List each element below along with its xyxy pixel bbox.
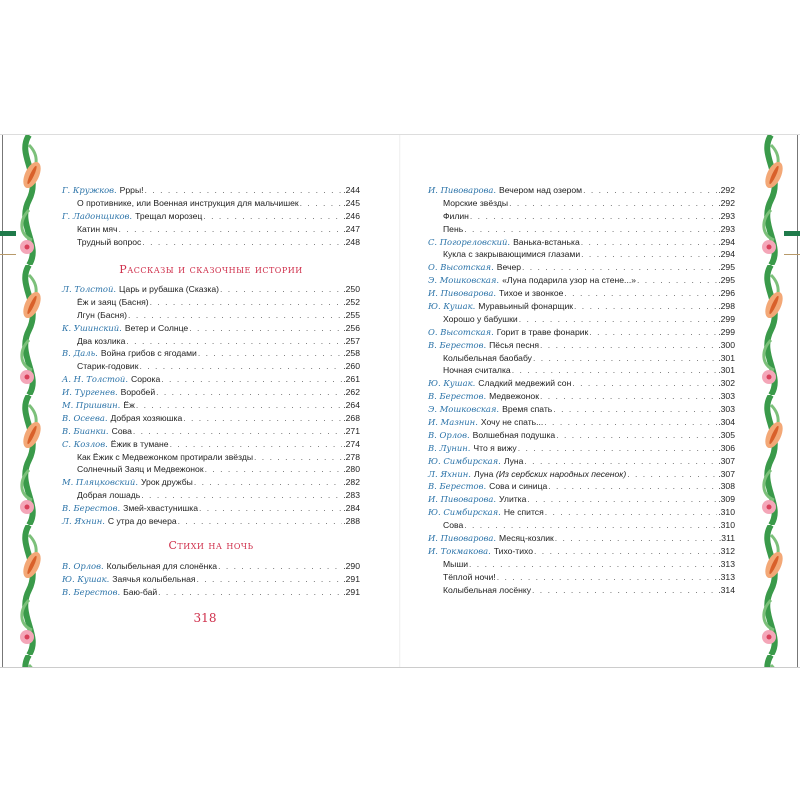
toc-author: Ю. Кушак. — [428, 378, 476, 389]
toc-author: Ю. Кушак. — [428, 301, 476, 312]
toc-page: .300 — [718, 339, 735, 350]
dot-leader — [581, 236, 718, 249]
toc-entry — [62, 399, 360, 412]
toc-entry — [428, 403, 735, 416]
toc-page: .303 — [718, 404, 735, 415]
dot-leader — [158, 586, 342, 599]
toc-title: Хочу не спать... — [480, 417, 544, 428]
toc-entry — [428, 261, 735, 274]
toc-author: В. Лунин. — [428, 442, 471, 453]
toc-page: .280 — [343, 464, 360, 475]
toc-title: Ёжик в тумане — [110, 438, 169, 449]
toc-entry — [428, 480, 735, 493]
toc-entry — [428, 184, 735, 197]
toc-author: К. Ушинский. — [62, 322, 122, 333]
dot-leader — [497, 571, 718, 584]
toc-title: Вечером над озером — [499, 185, 583, 195]
toc-title: Катин мяч — [77, 223, 118, 234]
toc-title: Урок дружбы — [140, 477, 193, 488]
toc-author: В. Берестов. — [428, 339, 487, 350]
toc-author: В. Берестов. — [62, 503, 121, 514]
dot-leader — [556, 429, 717, 442]
toc-title: Тихое и звонкое — [499, 288, 564, 299]
dot-leader — [527, 493, 717, 506]
toc-title: Трудный вопрос — [77, 236, 142, 247]
book-spread — [0, 134, 800, 668]
toc-page: .292 — [718, 185, 735, 195]
section-heading-poems: Стихи на ночь — [168, 539, 254, 552]
toc-page: .301 — [718, 365, 735, 376]
toc-entry — [62, 502, 360, 515]
toc-title: Тёплой ночи! — [443, 571, 496, 582]
toc-entry — [428, 248, 735, 261]
dot-leader — [199, 502, 342, 515]
dot-leader — [583, 184, 717, 197]
toc-author: Ю. Симбирская. — [428, 507, 501, 518]
toc-title: Война грибов с ягодами — [100, 348, 197, 359]
toc-page: .303 — [718, 391, 735, 402]
toc-page: .261 — [343, 374, 360, 385]
toc-page: .257 — [343, 335, 360, 346]
toc-entry — [62, 438, 360, 451]
toc-page: .268 — [343, 412, 360, 423]
toc-entry — [428, 571, 735, 584]
toc-title: Царь и рубашка (Сказка) — [119, 284, 219, 294]
dot-leader — [545, 506, 718, 519]
toc-entry — [428, 339, 735, 352]
toc-page: .283 — [343, 490, 360, 501]
toc-title: Старик-годовик — [77, 361, 139, 372]
toc-page: .252 — [343, 296, 360, 307]
toc-title: Заячья колыбельная — [112, 573, 196, 584]
toc-author: В. Берестов. — [428, 391, 487, 402]
toc-entry — [62, 184, 360, 197]
toc-title: Колыбельная для слонёнка — [106, 561, 218, 571]
toc-page: .256 — [343, 322, 360, 333]
dot-leader — [170, 438, 343, 451]
toc-entry — [62, 309, 360, 322]
toc-entry — [62, 425, 360, 438]
dot-leader — [189, 322, 342, 335]
toc-title: Луна (Из сербских народных песенок) — [473, 468, 627, 479]
toc-entry — [428, 506, 735, 519]
dot-leader — [572, 377, 717, 390]
page-edge — [797, 135, 798, 667]
toc-page: .291 — [343, 586, 360, 597]
toc-title: Змей-хвастунишка — [123, 503, 199, 514]
left-toc-poems — [62, 560, 360, 599]
toc-title: О противнике, или Военная инструкция для мальчишек — [77, 197, 299, 208]
dot-leader — [509, 197, 717, 210]
right-toc — [428, 184, 735, 597]
toc-entry — [428, 326, 735, 339]
dot-leader — [555, 532, 718, 545]
dot-leader — [218, 560, 342, 573]
toc-title: Как Ёжик с Медвежонком протирали звёзды — [77, 451, 254, 462]
toc-entry — [428, 468, 735, 481]
toc-author: О. Высотская. — [428, 262, 494, 273]
dot-leader — [534, 545, 717, 558]
toc-title: Ёж — [123, 400, 135, 411]
toc-title: Время спать — [502, 404, 553, 415]
dot-leader — [126, 335, 342, 348]
toc-entry — [428, 584, 735, 597]
toc-title: Волшебная подушка — [472, 429, 556, 440]
toc-entry — [428, 300, 735, 313]
toc-title: Добрая лошадь — [77, 490, 141, 501]
dot-leader — [533, 352, 717, 365]
dot-leader — [464, 519, 717, 532]
toc-page: .250 — [343, 284, 360, 294]
toc-title: Сова и синица — [489, 481, 548, 492]
toc-page: .294 — [718, 249, 735, 260]
section-heading-stories: Рассказы и сказочные истории — [119, 263, 303, 276]
toc-title: Пёсья песня — [489, 339, 540, 350]
dot-leader — [564, 287, 717, 300]
dot-leader — [254, 451, 342, 464]
toc-author: Г. Кружков. — [62, 185, 117, 195]
toc-entry — [428, 313, 735, 326]
toc-page: .264 — [343, 400, 360, 411]
toc-page: .248 — [343, 236, 360, 247]
dot-leader — [205, 463, 343, 476]
toc-entry — [428, 545, 735, 558]
toc-entry — [62, 515, 360, 528]
toc-entry — [428, 287, 735, 300]
toc-author: Ю. Симбирская. — [428, 455, 501, 466]
toc-page: .302 — [718, 378, 735, 389]
toc-page: .290 — [343, 561, 360, 571]
toc-entry — [428, 377, 735, 390]
dot-leader — [518, 442, 718, 455]
toc-title: Муравьиный фонарщик — [478, 301, 574, 312]
toc-title: Мыши — [443, 558, 469, 569]
toc-title: Улитка — [499, 494, 527, 505]
page-number: 318 — [193, 611, 217, 625]
toc-author: В. Орлов. — [62, 561, 104, 571]
toc-title: Медвежонок — [489, 391, 539, 402]
toc-title: Ррры! — [119, 185, 144, 195]
toc-page: .245 — [343, 197, 360, 208]
toc-title: Не спится — [503, 507, 544, 518]
toc-entry — [428, 429, 735, 442]
toc-author: И. Пивоварова. — [428, 533, 497, 544]
toc-author: В. Даль. — [62, 348, 98, 359]
dot-leader — [581, 248, 717, 261]
floral-border-right — [756, 135, 786, 667]
toc-title: Месяц-козлик — [499, 533, 554, 544]
dot-leader — [178, 515, 343, 528]
toc-entry — [428, 236, 735, 249]
toc-author: И. Пивоварова. — [428, 288, 497, 299]
dot-leader — [145, 184, 343, 197]
toc-page: .305 — [718, 429, 735, 440]
dot-leader — [512, 364, 718, 377]
toc-entry — [428, 274, 735, 287]
toc-page: .278 — [343, 451, 360, 462]
toc-page: .299 — [718, 326, 735, 337]
toc-page: .247 — [343, 223, 360, 234]
toc-entry — [428, 532, 735, 545]
dot-leader — [637, 274, 717, 287]
dot-leader — [553, 403, 717, 416]
toc-title: Филин — [443, 210, 469, 221]
toc-page: .288 — [343, 516, 360, 527]
left-toc-stories — [62, 283, 360, 528]
dot-leader — [197, 573, 343, 586]
dot-leader — [141, 489, 342, 502]
toc-author: Э. Мошковская. — [428, 404, 500, 415]
toc-entry — [62, 386, 360, 399]
toc-entry — [62, 476, 360, 489]
toc-title: Ночная считалка — [443, 365, 511, 376]
dot-leader — [589, 326, 717, 339]
toc-entry — [62, 489, 360, 502]
toc-page: .260 — [343, 361, 360, 372]
toc-entry — [428, 558, 735, 571]
toc-author: М. Пришвин. — [62, 400, 121, 411]
toc-entry — [62, 236, 360, 249]
dot-leader — [133, 425, 342, 438]
toc-entry — [428, 197, 735, 210]
dot-leader — [194, 476, 342, 489]
toc-page: .244 — [343, 185, 360, 195]
toc-author: М. Пляцковский. — [62, 477, 138, 488]
toc-author: В. Берестов. — [428, 481, 487, 492]
dot-leader — [532, 584, 717, 597]
page-edge — [2, 135, 3, 667]
toc-title: Кукла с закрывающимися глазами — [443, 249, 581, 260]
toc-page: .307 — [718, 455, 735, 466]
toc-page: .309 — [718, 494, 735, 505]
toc-entry — [62, 412, 360, 425]
toc-title: Пень — [443, 223, 464, 234]
toc-page: .293 — [718, 223, 735, 234]
toc-entry — [428, 455, 735, 468]
dot-leader — [470, 210, 717, 223]
dot-leader — [203, 210, 342, 223]
toc-author: С. Козлов. — [62, 438, 108, 449]
toc-author: С. Погореловский. — [428, 236, 511, 247]
toc-title: Ёж и заяц (Басня) — [77, 296, 149, 307]
toc-title: Два козлика — [77, 335, 126, 346]
toc-page: .258 — [343, 348, 360, 359]
toc-page: .310 — [718, 507, 735, 518]
toc-author: И. Тургенев. — [62, 387, 118, 398]
dot-leader — [519, 313, 718, 326]
toc-title: Солнечный Заяц и Медвежонок — [77, 464, 204, 475]
dot-leader — [156, 386, 342, 399]
toc-page: .298 — [718, 301, 735, 312]
dot-leader — [469, 558, 717, 571]
dot-leader — [128, 309, 342, 322]
toc-title: Тихо-тихо — [493, 545, 534, 556]
dot-leader — [540, 390, 717, 403]
toc-entry — [62, 283, 360, 296]
toc-entry — [428, 390, 735, 403]
toc-page: .301 — [718, 352, 735, 363]
dot-leader — [198, 347, 342, 360]
toc-author: И. Пивоварова. — [428, 494, 497, 505]
toc-page: .308 — [718, 481, 735, 492]
toc-author: И. Мазнин. — [428, 417, 478, 428]
toc-page: .291 — [343, 573, 360, 584]
toc-author: И. Токмакова. — [428, 545, 491, 556]
toc-page: .314 — [718, 584, 735, 595]
toc-entry — [428, 210, 735, 223]
toc-page: .310 — [718, 520, 735, 531]
toc-title: Морские звёзды — [443, 197, 509, 208]
dot-leader — [142, 236, 342, 249]
toc-author: В. Орлов. — [428, 429, 470, 440]
dot-leader — [627, 468, 717, 481]
toc-page: .284 — [343, 503, 360, 514]
toc-author: В. Бианки. — [62, 425, 109, 436]
toc-page: .294 — [718, 236, 735, 247]
dot-leader — [300, 197, 343, 210]
toc-page: .295 — [718, 275, 735, 286]
toc-author: Э. Мошковская. — [428, 275, 500, 286]
left-toc-group1 — [62, 184, 360, 248]
toc-title: Сладкий медвежий сон — [478, 378, 572, 389]
toc-page: .274 — [343, 438, 360, 449]
dot-leader — [524, 455, 717, 468]
toc-author: В. Берестов. — [62, 586, 121, 597]
toc-page: .246 — [343, 210, 360, 221]
toc-entry — [62, 197, 360, 210]
toc-title: Сова — [111, 425, 132, 436]
toc-author: Ю. Кушак. — [62, 573, 110, 584]
toc-title: Сорока — [131, 374, 161, 385]
dot-leader — [464, 223, 717, 236]
toc-author: Г. Ладонщиков. — [62, 210, 133, 221]
toc-entry — [62, 360, 360, 373]
toc-entry — [428, 223, 735, 236]
toc-page: .312 — [718, 545, 735, 556]
toc-title: Что я вижу — [473, 442, 517, 453]
toc-entry — [428, 364, 735, 377]
book-gutter — [399, 135, 401, 667]
toc-entry — [62, 296, 360, 309]
toc-title: Колыбельная баобабу — [443, 352, 532, 363]
dot-leader — [119, 223, 343, 236]
toc-page: .282 — [343, 477, 360, 488]
toc-entry — [62, 210, 360, 223]
toc-entry — [62, 373, 360, 386]
dot-leader — [150, 296, 343, 309]
toc-title: «Луна подарила узор на стене...» — [502, 275, 637, 286]
toc-entry — [62, 560, 360, 573]
toc-title: Луна — [503, 455, 524, 466]
toc-title: Воробей — [120, 387, 156, 398]
dot-leader — [574, 300, 717, 313]
dot-leader — [540, 339, 717, 352]
dot-leader — [183, 412, 342, 425]
toc-title: Баю-бай — [123, 586, 158, 597]
toc-page: .271 — [343, 425, 360, 436]
toc-title: Ванька-встанька — [513, 236, 580, 247]
dot-leader — [548, 480, 717, 493]
toc-title: Горит в траве фонарик — [496, 326, 589, 337]
toc-page: .311 — [718, 533, 735, 544]
toc-entry — [428, 493, 735, 506]
toc-page: .299 — [718, 313, 735, 324]
toc-author: Л. Яхнин. — [428, 468, 471, 479]
toc-entry — [428, 442, 735, 455]
toc-author: Л. Яхнин. — [62, 516, 105, 527]
toc-entry — [62, 463, 360, 476]
toc-page: .295 — [718, 262, 735, 273]
toc-page: .292 — [718, 197, 735, 208]
toc-page: .313 — [718, 558, 735, 569]
toc-title: Ветер и Солнце — [124, 322, 189, 333]
toc-author: О. Высотская. — [428, 326, 494, 337]
dot-leader — [161, 373, 342, 386]
toc-title: Хорошо у бабушки — [443, 313, 518, 324]
dot-leader — [220, 283, 342, 296]
toc-title: Вечер — [496, 262, 521, 273]
toc-title: Добрая хозяюшка — [110, 412, 183, 423]
floral-border-left — [14, 135, 44, 667]
toc-entry — [62, 586, 360, 599]
dot-leader — [544, 416, 717, 429]
toc-page: .255 — [343, 309, 360, 320]
dot-leader — [139, 360, 342, 373]
toc-entry — [428, 352, 735, 365]
toc-page: .307 — [718, 468, 735, 479]
toc-entry — [62, 347, 360, 360]
decorative-bar — [784, 231, 800, 236]
toc-author: Л. Толстой. — [62, 284, 117, 294]
decorative-line — [784, 254, 800, 255]
dot-leader — [522, 261, 717, 274]
toc-entry — [428, 519, 735, 532]
toc-page: .262 — [343, 387, 360, 398]
toc-author: А. Н. Толстой. — [62, 374, 128, 385]
toc-title: Сова — [443, 520, 464, 531]
toc-entry — [62, 223, 360, 236]
toc-entry — [62, 451, 360, 464]
toc-page: .313 — [718, 571, 735, 582]
toc-page: .296 — [718, 288, 735, 299]
toc-title: Лгун (Басня) — [77, 309, 128, 320]
toc-entry — [62, 335, 360, 348]
toc-page: .293 — [718, 210, 735, 221]
toc-title: Колыбельная лосёнку — [443, 584, 532, 595]
toc-author: В. Осеева. — [62, 412, 108, 423]
toc-author: И. Пивоварова. — [428, 185, 497, 195]
toc-note: (Из сербских народных песенок) — [495, 468, 627, 479]
toc-entry — [62, 322, 360, 335]
toc-page: .306 — [718, 442, 735, 453]
dot-leader — [136, 399, 342, 412]
toc-entry — [428, 416, 735, 429]
toc-title: С утра до вечера — [107, 516, 177, 527]
toc-entry — [62, 573, 360, 586]
toc-title: Трещал морозец — [135, 210, 203, 221]
toc-page: .304 — [718, 417, 735, 428]
